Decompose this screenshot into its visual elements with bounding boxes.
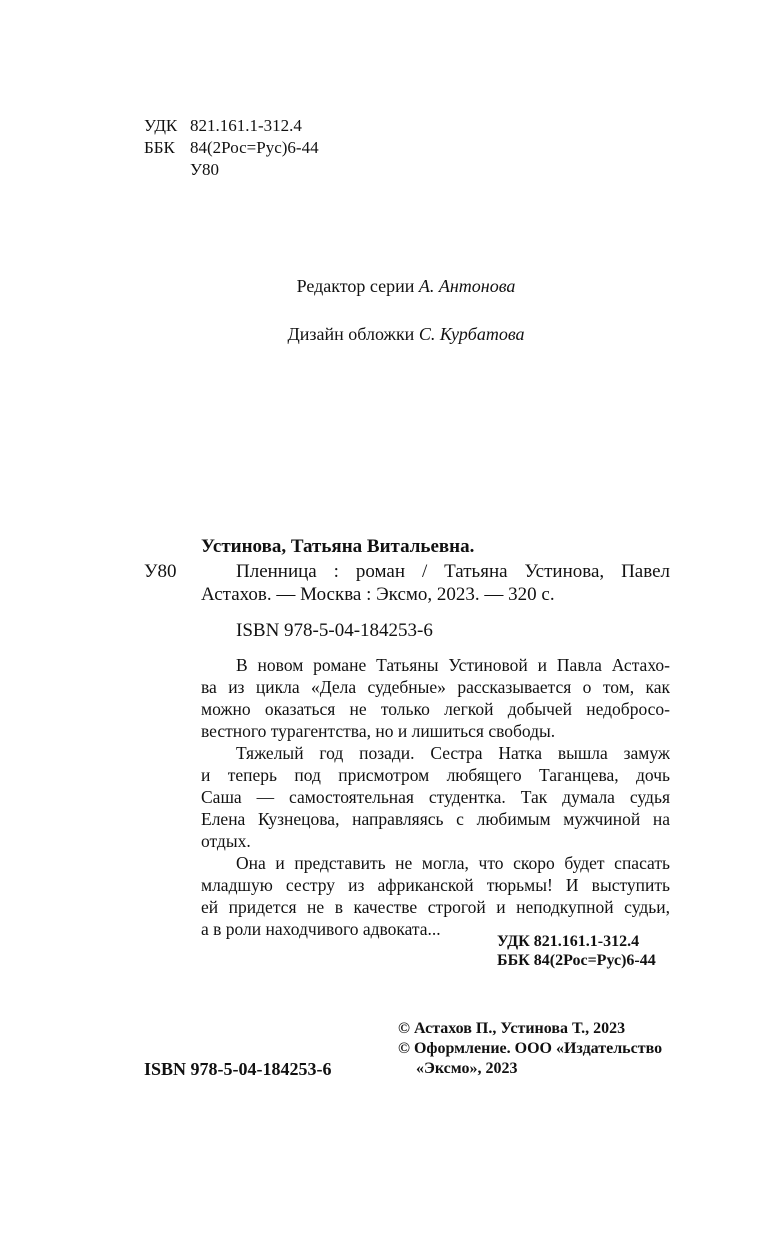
cover-design-name: С. Курбатова (418, 324, 525, 344)
footer-bbk: ББК 84(2Рос=Рус)6-44 (497, 952, 656, 969)
series-editor-name: А. Антонова (418, 276, 516, 296)
bbk-row (144, 137, 319, 159)
annotation-line: вестного турагентства, но и лишиться свободы. (201, 721, 556, 741)
classification-block (144, 115, 319, 181)
record-title-line-2: Астахов. — Москва : Эксмо, 2023. — 320 с. (201, 584, 555, 605)
record-sign: У80 (144, 561, 177, 582)
record-isbn: ISBN 978-5-04-184253-6 (236, 620, 433, 641)
annotation-line: ва из цикла «Дела судебные» рассказывается о том, как (201, 677, 670, 697)
udk-label: УДК (144, 116, 178, 135)
copyright-line-3: «Эксмо», 2023 (416, 1060, 518, 1077)
series-editor-credit (0, 276, 768, 297)
footer-isbn: ISBN 978-5-04-184253-6 (144, 1059, 332, 1079)
udk-row (144, 115, 319, 137)
annotation-line: а в роли находчивого адвоката... (201, 919, 441, 939)
annotation-line: можно оказаться не только легкой добычей недобросо- (201, 699, 670, 719)
annotation-line: Саша — самостоятельная студентка. Так думала судья (201, 787, 670, 807)
annotation-line: и теперь под присмотром любящего Таганцева, дочь (201, 765, 670, 785)
udk-code: 821.161.1-312.4 (190, 116, 302, 135)
copyright-line-1: © Астахов П., Устинова Т., 2023 (398, 1020, 626, 1037)
cover-design-label: Дизайн обложки (287, 324, 415, 344)
author-heading: Устинова, Татьяна Витальевна. (201, 536, 475, 557)
annotation-line: отдых. (201, 831, 251, 851)
bbk-code: 84(2Рос=Рус)6-44 (190, 138, 319, 157)
annotation-line: Тяжелый год позади. Сестра Натка вышла замуж (236, 743, 670, 763)
bbk-label: ББК (144, 138, 175, 157)
author-sign-row (144, 159, 319, 181)
annotation-line: младшую сестру из африканской тюрьмы! И выступить (201, 875, 670, 895)
annotation-line: Елена Кузнецова, направляясь с любимым мужчиной на (201, 809, 670, 829)
author-sign-top: У80 (190, 160, 220, 179)
cover-design-credit (0, 324, 768, 345)
annotation-line: Она и представить не могла, что скоро будет спасать (236, 853, 670, 873)
copyright-line-2: © Оформление. ООО «Издательство (398, 1040, 663, 1057)
series-editor-label: Редактор серии (296, 276, 415, 296)
record-title-line-1: Пленница : роман / Татьяна Устинова, Павел (236, 561, 670, 582)
footer-udk: УДК 821.161.1-312.4 (497, 933, 640, 950)
annotation-line: ей придется не в качестве строгой и неподкупной судьи, (201, 897, 670, 917)
annotation-line: В новом романе Татьяны Устиновой и Павла Астахо- (236, 655, 670, 675)
